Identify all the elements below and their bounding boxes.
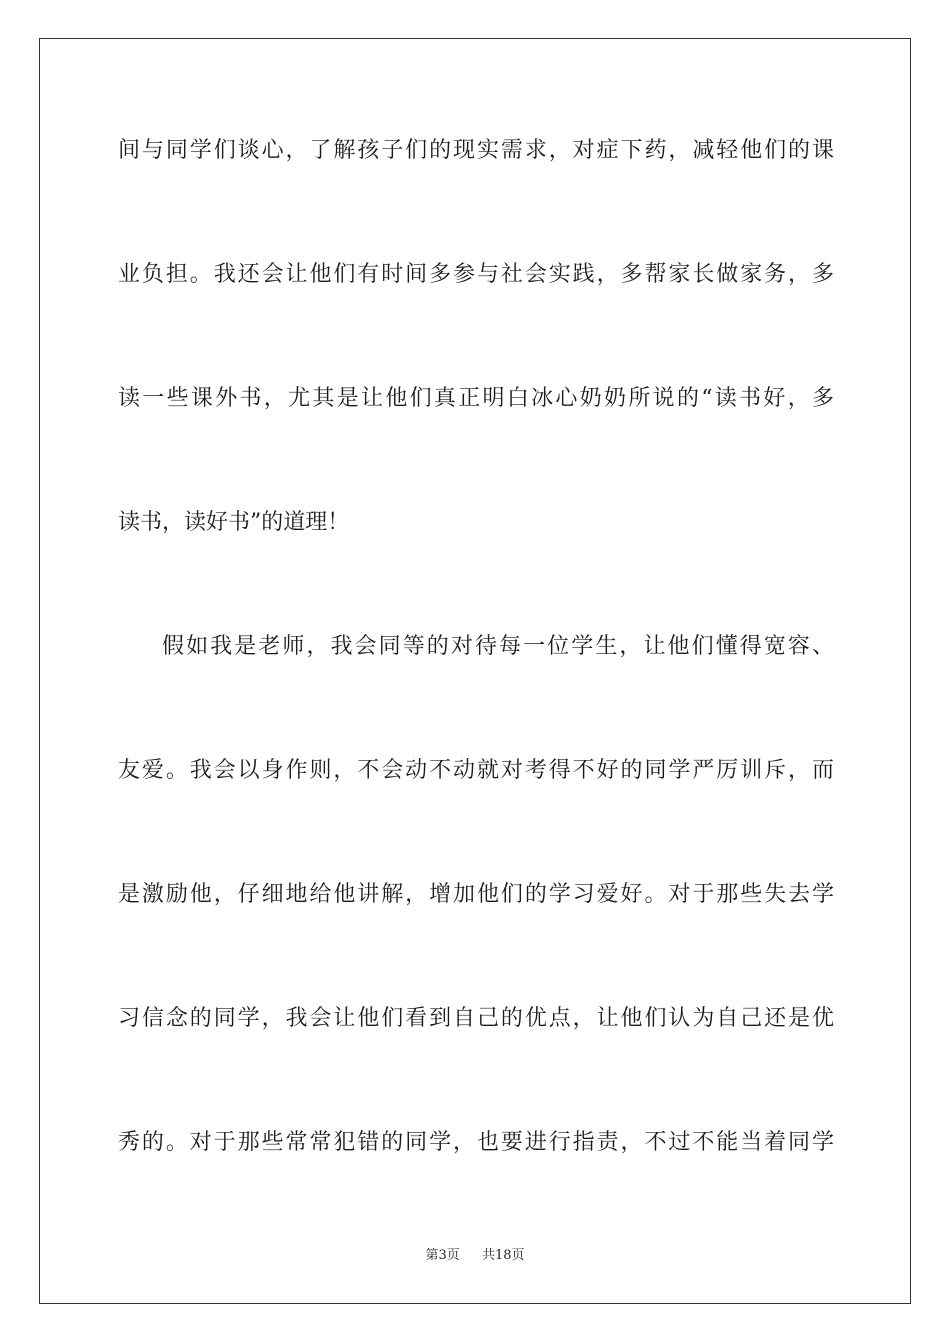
total-pages: 共18页 (482, 1248, 525, 1263)
body-line-1: 间与同学们谈心，了解孩子们的现实需求，对症下药，减轻他们的课 (118, 138, 834, 163)
body-line-9: 秀的。对于那些常常犯错的同学，也要进行指责，不过不能当着同学 (118, 1130, 834, 1155)
page-footer (0, 1247, 950, 1265)
body-line-6: 友爱。我会以身作则，不会动不动就对考得不好的同学严厉训斥，而 (118, 758, 834, 783)
body-line-3: 读一些课外书，尤其是让他们真正明白冰心奶奶所说的“读书好，多 (118, 386, 834, 411)
page-number: 第3页 (425, 1248, 460, 1263)
body-line-4: 读书，读好书”的道理！ (118, 510, 350, 535)
body-line-8: 习信念的同学，我会让他们看到自己的优点，让他们认为自己还是优 (118, 1006, 834, 1031)
paragraph-start-line: 假如我是老师，我会同等的对待每一位学生，让他们懂得宽容、 (162, 634, 834, 659)
page-frame (39, 38, 911, 1304)
body-line-7: 是激励他，仔细地给他讲解，增加他们的学习爱好。对于那些失去学 (118, 882, 834, 907)
body-line-2: 业负担。我还会让他们有时间多参与社会实践，多帮家长做家务，多 (118, 262, 834, 287)
